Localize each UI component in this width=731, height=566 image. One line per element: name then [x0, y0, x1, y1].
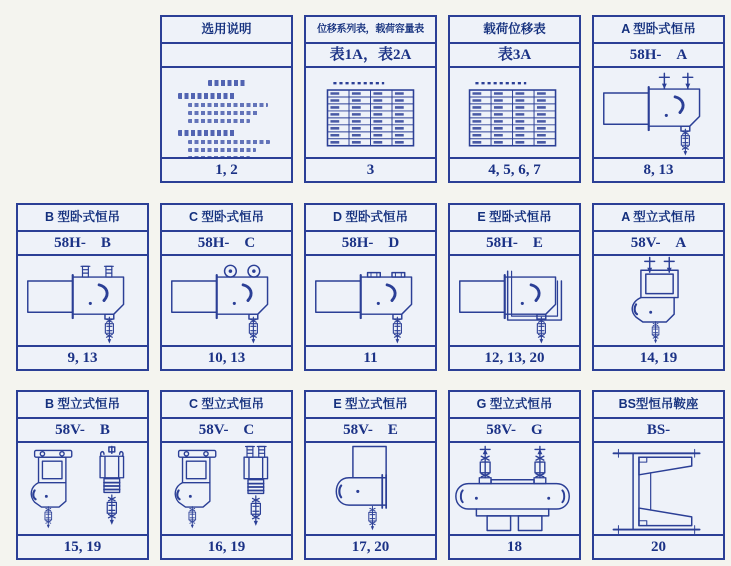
cell-58h-a — [592, 15, 725, 183]
cell-title: G 型立式恒吊 — [450, 392, 579, 419]
cell-pages: 1, 2 — [162, 157, 291, 181]
hanger-diagram-58h-e — [450, 256, 579, 345]
cell-title: E 型立式恒吊 — [306, 392, 435, 419]
cell-bs-saddle — [592, 390, 725, 560]
catalog-row-2 — [16, 203, 725, 371]
catalog-row-1 — [160, 15, 725, 183]
cell-code: 58V- B — [18, 419, 147, 443]
selection-notes-placeholder-text — [162, 68, 291, 157]
cell-58h-c — [160, 203, 293, 371]
cell-pages: 9, 13 — [18, 345, 147, 369]
cell-58v-e — [304, 390, 437, 560]
cell-displacement-series-table — [304, 15, 437, 183]
cell-58h-e — [448, 203, 581, 371]
cell-code: 58V- A — [594, 232, 723, 256]
catalog-row-3 — [16, 390, 725, 560]
cell-pages: 10, 13 — [162, 345, 291, 369]
cell-title: 载荷位移表 — [450, 17, 579, 44]
hanger-diagram-58v-a — [594, 256, 723, 345]
hanger-diagram-58v-e — [306, 443, 435, 534]
cell-title: 选用说明 — [162, 17, 291, 44]
cell-pages: 14, 19 — [594, 345, 723, 369]
cell-code: 表1A，表2A — [306, 44, 435, 68]
hanger-diagram-58v-b — [18, 443, 147, 534]
cell-pages: 8, 13 — [594, 157, 723, 181]
cell-title: A 型立式恒吊 — [594, 205, 723, 232]
cell-code: 58H- A — [594, 44, 723, 68]
mini-table-diagram — [450, 68, 579, 157]
cell-code: 58V- C — [162, 419, 291, 443]
cell-pages: 18 — [450, 534, 579, 558]
cell-code: 58H- B — [18, 232, 147, 256]
cell-58v-a — [592, 203, 725, 371]
cell-title: D 型卧式恒吊 — [306, 205, 435, 232]
cell-title: 位移系列表，载荷容量表 — [306, 17, 435, 44]
cell-code — [162, 44, 291, 68]
cell-title: BS型恒吊鞍座 — [594, 392, 723, 419]
cell-title: C 型卧式恒吊 — [162, 205, 291, 232]
cell-code: 58H- E — [450, 232, 579, 256]
cell-pages: 16, 19 — [162, 534, 291, 558]
cell-title: E 型卧式恒吊 — [450, 205, 579, 232]
hanger-diagram-58v-c — [162, 443, 291, 534]
cell-selection-notes — [160, 15, 293, 183]
hanger-diagram-58h-c — [162, 256, 291, 345]
cell-58v-c — [160, 390, 293, 560]
cell-pages: 15, 19 — [18, 534, 147, 558]
cell-pages: 12, 13, 20 — [450, 345, 579, 369]
cell-title: B 型立式恒吊 — [18, 392, 147, 419]
hanger-diagram-58h-b — [18, 256, 147, 345]
hanger-diagram-58h-d — [306, 256, 435, 345]
cell-code: 58H- D — [306, 232, 435, 256]
cell-title: B 型卧式恒吊 — [18, 205, 147, 232]
cell-pages: 3 — [306, 157, 435, 181]
mini-table-diagram — [306, 68, 435, 157]
cell-code: 58V- E — [306, 419, 435, 443]
cell-title: A 型卧式恒吊 — [594, 17, 723, 44]
hanger-diagram-58h-a — [594, 68, 723, 157]
saddle-diagram-bs — [594, 443, 723, 534]
cell-title: C 型立式恒吊 — [162, 392, 291, 419]
cell-pages: 4, 5, 6, 7 — [450, 157, 579, 181]
cell-code: 表3A — [450, 44, 579, 68]
cell-pages: 20 — [594, 534, 723, 558]
cell-58v-b — [16, 390, 149, 560]
cell-code: 58H- C — [162, 232, 291, 256]
cell-load-displacement-table — [448, 15, 581, 183]
cell-pages: 11 — [306, 345, 435, 369]
cell-58v-g — [448, 390, 581, 560]
cell-58h-d — [304, 203, 437, 371]
cell-code: BS- — [594, 419, 723, 443]
hanger-diagram-58v-g — [450, 443, 579, 534]
cell-58h-b — [16, 203, 149, 371]
cell-code: 58V- G — [450, 419, 579, 443]
cell-pages: 17, 20 — [306, 534, 435, 558]
